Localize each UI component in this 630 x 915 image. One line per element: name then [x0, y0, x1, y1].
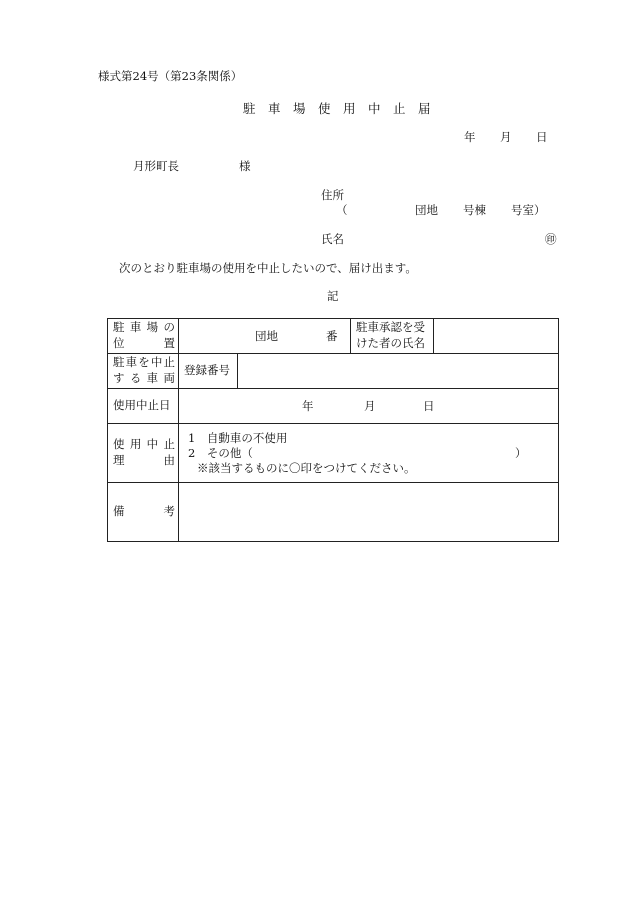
- location-value[interactable]: [179, 319, 351, 354]
- reason-option-2-close: ）: [515, 446, 527, 460]
- addressee: 月形町長: [133, 159, 179, 173]
- remarks-label: [108, 483, 179, 542]
- statement: 次のとおり駐車場の使用を中止したいので、届け出ます。: [119, 261, 417, 275]
- vehicle-label-line2: す る 車 両: [113, 371, 175, 385]
- address-danchi: 団地: [415, 203, 438, 217]
- location-label-line1: 駐 車 場 の: [113, 320, 175, 335]
- location-danchi: 団地: [255, 329, 278, 343]
- reason-label-line2: 理 由: [113, 453, 175, 467]
- page-title: 駐 車 場 使 用 中 止 届: [243, 101, 431, 116]
- reason-row: [108, 424, 559, 483]
- form-table: [107, 318, 559, 542]
- location-label: [108, 319, 179, 354]
- reason-option-2[interactable]: 2 その他（: [188, 446, 253, 460]
- ki-heading: 記: [327, 289, 339, 303]
- name-label: 氏名: [321, 232, 344, 246]
- remarks-row: [108, 483, 559, 542]
- date-month-label: 月: [500, 130, 512, 144]
- vehicle-label: [108, 354, 179, 389]
- reason-label-line1: 使 用 中 止: [113, 437, 175, 452]
- stop-date-day: 日: [423, 399, 435, 413]
- reason-value[interactable]: [179, 424, 559, 483]
- approved-name-label: 駐車承認を受 けた者の氏名: [351, 319, 434, 354]
- form-number: 様式第24号（第23条関係）: [98, 69, 243, 83]
- location-ban: 番: [326, 329, 338, 343]
- date-day-label: 日: [536, 130, 548, 144]
- approved-name-value[interactable]: [434, 319, 559, 354]
- stop-date-label: 使用中止日: [108, 389, 179, 424]
- registration-value[interactable]: [238, 354, 559, 389]
- remarks-value[interactable]: [179, 483, 559, 542]
- registration-label: 登録番号: [179, 354, 238, 389]
- address-label: 住所: [321, 188, 344, 202]
- stop-date-year: 年: [302, 399, 314, 413]
- honorific: 様: [239, 159, 251, 173]
- location-row: [108, 319, 559, 354]
- vehicle-row: [108, 354, 559, 389]
- location-label-line2: 位 置: [113, 336, 175, 350]
- reason-option-1[interactable]: 1 自動車の不使用: [188, 431, 288, 445]
- seal-mark: ㊞: [545, 232, 557, 246]
- remarks-label-text: 備 考: [113, 504, 175, 519]
- address-paren-open: （: [336, 203, 348, 217]
- reason-note: ※該当するものに〇印をつけてください。: [197, 461, 416, 475]
- date-year-label: 年: [464, 130, 476, 144]
- address-gotou: 号棟: [463, 203, 486, 217]
- vehicle-label-line1: 駐 車 を 中 止: [113, 355, 175, 370]
- reason-label: [108, 424, 179, 483]
- stop-date-month: 月: [364, 399, 376, 413]
- stop-date-row: [108, 389, 559, 424]
- address-goshitsu: 号室）: [511, 203, 546, 217]
- stop-date-value[interactable]: [179, 389, 559, 424]
